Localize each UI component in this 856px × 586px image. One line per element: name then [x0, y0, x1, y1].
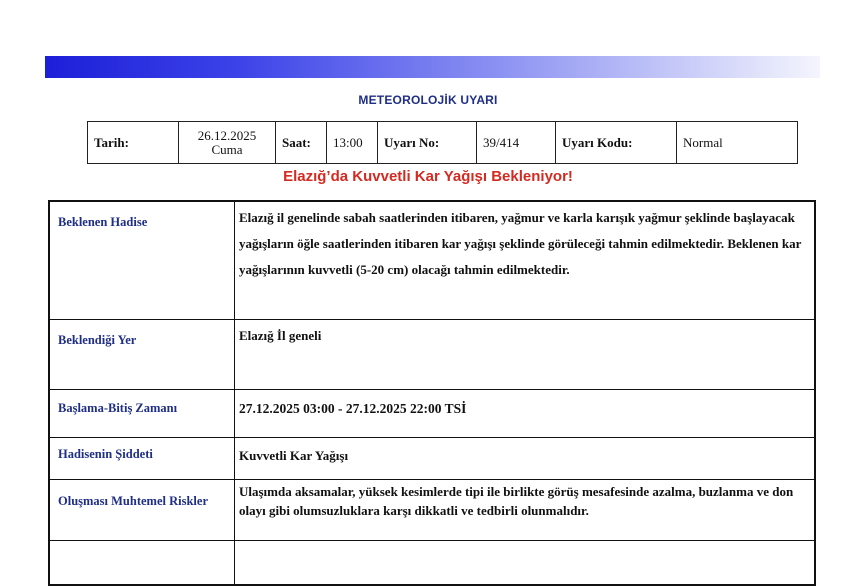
table-row [49, 201, 815, 320]
event-severity-value: Kuvvetli Kar Yağışı [235, 438, 816, 480]
warning-meta-row [88, 122, 798, 164]
expected-location-label: Beklendiği Yer [49, 320, 235, 390]
table-row [49, 438, 815, 480]
table-row [49, 320, 815, 390]
time-value: 13:00 [327, 122, 378, 164]
table-row [49, 480, 815, 541]
possible-risks-value: Ulaşımda aksamalar, yüksek kesimlerde tipi ile birlikte görüş mesafesinde azalma, buzlanma ve don olayı gibi olumsuzluklara karşı dikkatli ve tedbirli olunmalıdır. [235, 480, 816, 541]
date-label: Tarih: [88, 122, 179, 164]
expected-event-value: Elazığ il genelinde sabah saatlerinden itibaren, yağmur ve karla karışık yağmur şeklinde başlayacak yağışların öğle saatlerinden itibaren kar yağışı şeklinde görüleceği tahmin edilmektedir. Beklenen kar yağışlarının kuvvetli (5-20 cm) olacağı tahmin edilmektedir. [235, 201, 816, 320]
table-row [49, 541, 815, 586]
expected-location-value: Elazığ İl geneli [235, 320, 816, 390]
document-title: METEOROLOJİK UYARI [358, 93, 498, 107]
table-row [49, 390, 815, 438]
warning-no-label: Uyarı No: [378, 122, 477, 164]
next-row-value [235, 541, 816, 586]
time-label: Saat: [276, 122, 327, 164]
date-value-cell [179, 122, 276, 164]
warning-no-value: 39/414 [477, 122, 556, 164]
start-end-time-label: Başlama-Bitiş Zamanı [49, 390, 235, 438]
day-value: Cuma [211, 141, 243, 157]
header-gradient-band [45, 56, 820, 78]
date-value: 26.12.2025 [197, 127, 257, 143]
warning-details-table [48, 200, 816, 586]
start-end-time-value: 27.12.2025 03:00 - 27.12.2025 22:00 TSİ [235, 390, 816, 438]
next-row-label [49, 541, 235, 586]
warning-code-value: Normal [677, 122, 798, 164]
warning-code-label: Uyarı Kodu: [556, 122, 677, 164]
event-severity-label: Hadisenin Şiddeti [49, 438, 235, 480]
warning-meta-table [87, 121, 798, 164]
possible-risks-label: Oluşması Muhtemel Riskler [49, 480, 235, 541]
warning-headline: Elazığ’da Kuvvetli Kar Yağışı Bekleniyor! [283, 168, 573, 185]
expected-event-label: Beklenen Hadise [49, 201, 235, 320]
